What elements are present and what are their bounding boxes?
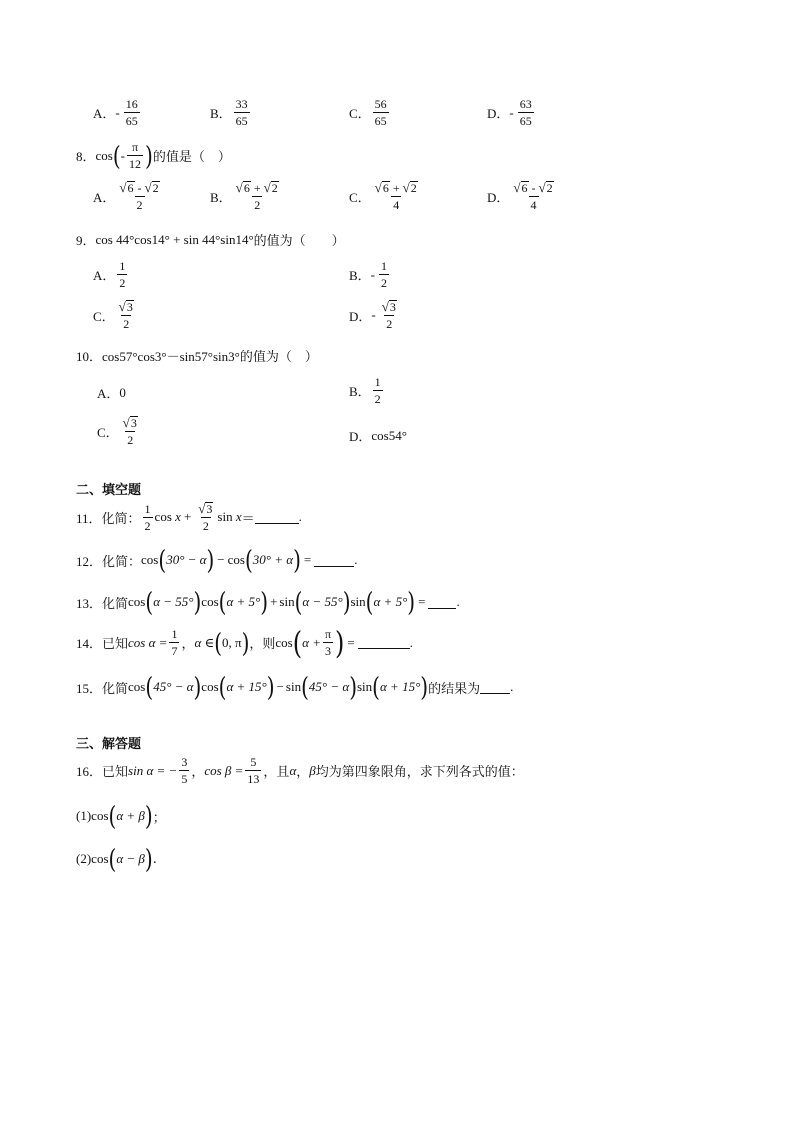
fraction (124, 98, 140, 127)
q8-option-c (349, 181, 422, 211)
answer-blank[interactable] (480, 681, 510, 694)
question-prefix: 化简 (102, 596, 129, 612)
question-suffix: 的值为（ ） (239, 350, 318, 365)
minus-sign: - (371, 307, 376, 322)
option-label: C． (349, 106, 371, 121)
fraction (117, 181, 161, 211)
numerator: 1 (119, 259, 126, 273)
option-label: A． (97, 386, 120, 401)
section-heading: 二、填空题 (76, 483, 142, 498)
fraction: $\frac{1}{7}$ (171, 627, 178, 658)
denominator: 2 (119, 276, 126, 290)
minus-sign: - (509, 104, 514, 120)
question-number: 13． (76, 595, 103, 611)
section-heading: 三、解答题 (76, 737, 142, 752)
section-title-solve (76, 733, 141, 752)
q11: 11． 化简： $\frac{1}{2}$ cos x + √ 3 2 sin x ＝ . (76, 501, 302, 533)
q8-option-b (210, 181, 283, 211)
option-label: B． (349, 384, 371, 399)
numerator: √ 6 + √ 2 (374, 180, 417, 195)
right-paren: ) (145, 139, 153, 172)
left-paren: ( (112, 139, 121, 172)
fraction (373, 376, 383, 405)
q16-part-2: (2) cos ( α − β ) . (76, 843, 157, 875)
numerator: √ 3 (118, 299, 133, 314)
fraction (379, 260, 389, 289)
answer-blank[interactable] (358, 636, 410, 649)
fraction (234, 181, 281, 211)
numerator: 56 (374, 97, 387, 111)
numerator: 1 (381, 259, 388, 273)
minus-sign: - (120, 147, 126, 163)
q7-option-d (487, 98, 536, 127)
answer-blank[interactable] (255, 511, 299, 524)
q8-option-d (487, 181, 558, 211)
q10-option-a (97, 383, 126, 402)
question-suffix: 的值是（ ） (152, 150, 231, 165)
q15: 15． 化简 cos ( 45° − α ) cos ( α + 15° ) − sin ( 45° − α ) sin ( α + 15° ) 的结果为 . (76, 671, 514, 703)
fraction (234, 98, 250, 127)
question-number: 9． (76, 233, 96, 248)
question-number: 11． (76, 510, 102, 526)
option-label: D． (487, 106, 510, 121)
denominator: 2 (374, 392, 381, 406)
q7-option-a (93, 98, 142, 127)
question-number: 14． (76, 636, 103, 651)
numerator: √ 6 - √ 2 (513, 180, 553, 195)
denominator: 65 (519, 114, 532, 128)
question-number: 12． (76, 553, 103, 569)
answer-blank[interactable] (428, 596, 456, 609)
numerator: 63 (519, 97, 532, 111)
func-name: cos (95, 147, 113, 163)
option-value: 0 (119, 384, 126, 400)
q7-option-c (349, 98, 391, 127)
option-label: B． (349, 268, 371, 283)
denominator: 2 (127, 433, 134, 447)
question-number: 10． (76, 349, 103, 364)
question-suffix: 的值为（ ） (253, 234, 345, 249)
q16-part-1: (1) cos ( α + β ) ； (76, 800, 166, 832)
denominator: 65 (235, 114, 248, 128)
section-title-fill-blank (76, 479, 141, 498)
denominator: 12 (129, 157, 142, 171)
q13: 13． 化简 cos ( α − 55° ) cos ( α + 5° ) + sin ( α − 55° ) sin ( α + 5° ) = . (76, 586, 460, 618)
fraction (380, 300, 399, 330)
option-label: A． (93, 268, 116, 283)
q12: 12． 化简： cos ( 30° − α ) − cos ( 30° + α ) = . (76, 544, 358, 576)
denominator: 2 (381, 276, 388, 290)
option-value: cos54° (371, 427, 407, 443)
fraction (117, 260, 127, 289)
q14: 14． 已知 cos α = $\frac{1}{7}$ ， α ∈ ( 0, π ) ，则 cos ( α + $\frac{\pi}{3}$ ) = . (76, 624, 414, 661)
q10-expression: cos57°cos3°－sin57°sin3° (102, 349, 240, 364)
numerator: √ 6 - √ 2 (119, 180, 159, 195)
option-label: C． (93, 308, 115, 324)
answer-blank[interactable] (314, 554, 354, 567)
q8-option-a (93, 181, 164, 211)
fraction: $\frac{1}{2}$ (144, 501, 151, 533)
q9-expression: cos 44°cos14° + sin 44°sin14° (95, 231, 254, 247)
option-label: B． (210, 106, 232, 121)
fraction: $\frac{3}{5}$ (181, 755, 188, 786)
question-number: 8． (76, 149, 96, 164)
denominator: 2 (386, 317, 393, 331)
fraction: $\frac{\pi}{3}$ (324, 627, 332, 658)
q10-option-c (97, 416, 142, 446)
question-prefix: 化简： (102, 554, 142, 570)
denominator: 2 (136, 198, 143, 212)
q16-stem: 16． 已知 sin α = − $\frac{3}{5}$ ， cos β = $\frac{5}{13}$ ，且 α ， β 均为第四象限角，求下列各式的值： (76, 755, 524, 786)
numerator: √ 3 (381, 299, 396, 314)
fraction (121, 416, 140, 446)
numerator: √ 3 (122, 415, 137, 430)
q10-option-b (349, 376, 385, 405)
fraction (127, 141, 143, 170)
denominator: 4 (393, 198, 400, 212)
q9-option-c (93, 300, 138, 330)
fraction (373, 181, 420, 211)
question-number: 16． (76, 764, 103, 779)
numerator: 16 (125, 97, 138, 111)
q9-option-a (93, 260, 129, 289)
q10-option-d (349, 426, 407, 445)
q9-option-b (349, 260, 391, 289)
option-label: D． (487, 189, 510, 205)
question-prefix: 已知 (102, 637, 129, 652)
q7-option-b (210, 98, 252, 127)
fraction: $\frac{5}{13}$ (247, 755, 260, 786)
numerator: √ 6 + √ 2 (235, 180, 278, 195)
denominator: 65 (374, 114, 387, 128)
denominator: 2 (254, 198, 261, 212)
numerator: 33 (235, 97, 248, 111)
q10-stem (76, 346, 318, 365)
fraction: √ 3 2 (198, 501, 213, 533)
fraction (518, 98, 534, 127)
option-label: A． (93, 189, 116, 205)
option-label: C． (349, 189, 371, 205)
numerator: 1 (374, 375, 381, 389)
option-label: C． (97, 424, 119, 440)
option-label: A． (93, 106, 116, 121)
denominator: 2 (123, 317, 130, 331)
question-prefix: 化简： (101, 511, 141, 527)
q9-stem (76, 230, 345, 249)
minus-sign: - (370, 266, 376, 282)
option-label: B． (210, 189, 232, 205)
option-label: D． (349, 429, 372, 444)
denominator: 65 (125, 114, 138, 128)
question-number: 15． (76, 680, 103, 696)
minus-sign: - (115, 104, 120, 120)
numerator: π (131, 140, 139, 154)
option-label: D． (349, 308, 372, 324)
fraction (511, 181, 555, 211)
fraction (117, 300, 136, 330)
question-prefix: 化简 (102, 681, 129, 697)
fraction (373, 98, 389, 127)
denominator: 4 (530, 198, 537, 212)
q9-option-d (349, 300, 401, 330)
q8-stem (76, 141, 231, 170)
